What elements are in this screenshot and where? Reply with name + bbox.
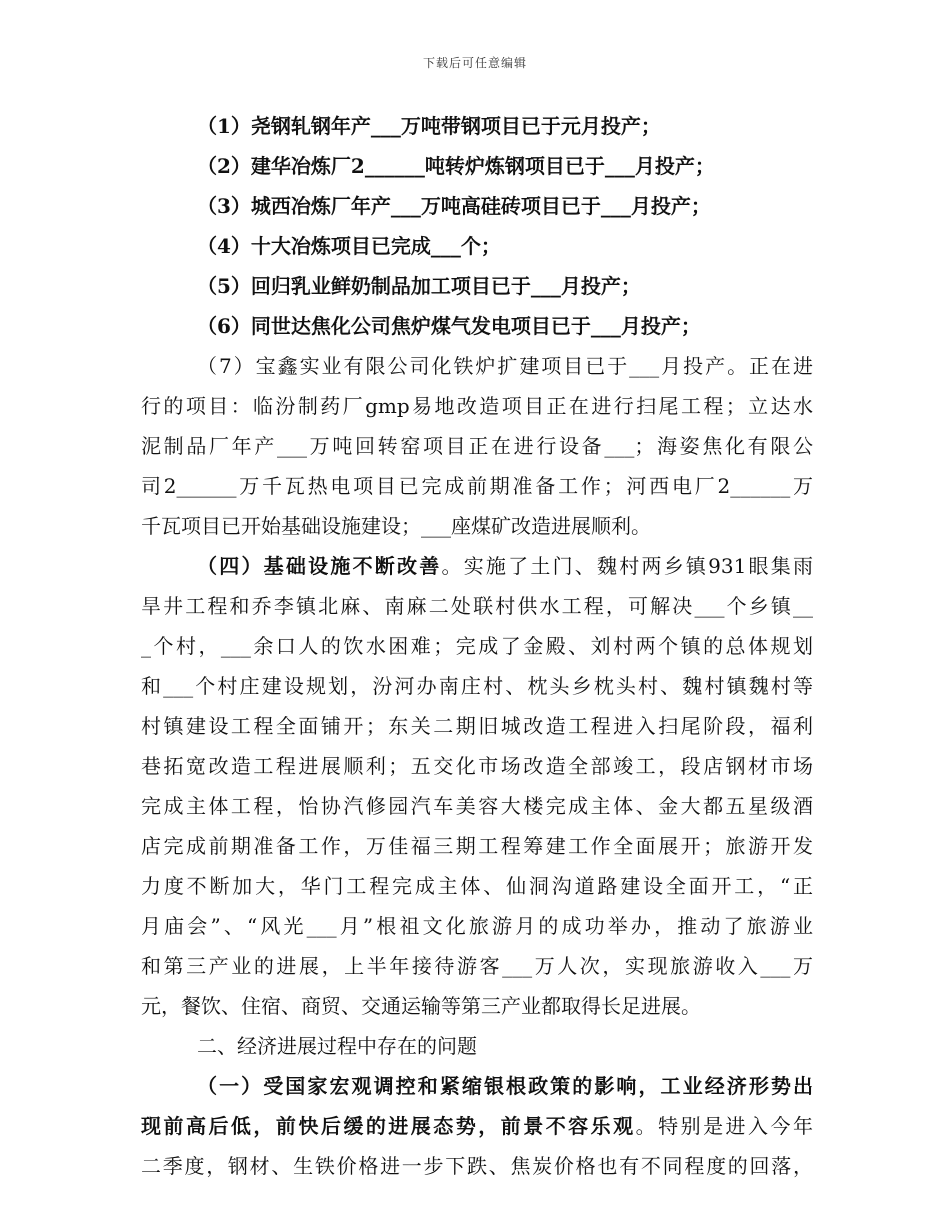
paragraph-7-line-2: 行的项目：临汾制药厂gmp易地改造项目正在进行扫尾工程；立达水 (141, 394, 813, 418)
paragraph-4-line-4: 和___个村庄建设规划，汾河办南庄村、枕头乡枕头村、魏村镇魏村等 (141, 674, 813, 698)
paragraph-4-line-8: 店完成前期准备工作，万佳福三期工程筹建工作全面展开；旅游开发 (141, 834, 813, 858)
paragraph-4-line-12: 元，餐饮、住宿、商贸、交通运输等第三产业都取得长足进展。 (141, 994, 701, 1018)
list-item-5: （5）回归乳业鲜奶制品加工项目已于___月投产； (197, 274, 641, 298)
paragraph-4-line-10: 月庙会”、“风光___月”根祖文化旅游月的成功举办，推动了旅游业 (141, 914, 813, 938)
paragraph-7-line-3: 泥制品厂年产___万吨回转窑项目正在进行设备___；海姿焦化有限公 (141, 434, 813, 458)
paragraph-4-line-1-text: 。实施了土门、魏村两乡镇931眼集雨 (441, 554, 813, 578)
paragraph-s1-line-3: 二季度，钢材、生铁价格进一步下跌、焦炭价格也有不同程度的回落， (141, 1154, 813, 1178)
paragraph-s1-line-2 (141, 1106, 813, 1146)
paragraph-4-line-3: _个村，___余口人的饮水困难；完成了金殿、刘村两个镇的总体规划 (141, 634, 813, 658)
paragraph-4-line-11: 和第三产业的进展，上半年接待游客___万人次，实现旅游收入___万 (141, 954, 813, 978)
paragraph-7-line-5: 千瓦项目已开始基础设施建设；___座煤矿改造进展顺利。 (141, 514, 651, 538)
page-header: 下载后可任意编辑 (422, 56, 527, 70)
paragraph-7-line-1: （7）宝鑫实业有限公司化铁炉扩建项目已于___月投产。正在进 (197, 354, 813, 378)
paragraph-s1-line-1: （一）受国家宏观调控和紧缩银根政策的影响，工业经济形势出 (197, 1074, 813, 1098)
paragraph-7-line-4: 司2______万千瓦热电项目已完成前期准备工作；河西电厂2______万 (141, 474, 813, 498)
paragraph-4-line-2: 旱井工程和乔李镇北麻、南麻二处联村供水工程，可解决___个乡镇__ (141, 594, 813, 618)
paragraph-4-heading: （四）基础设施不断改善 (197, 554, 442, 578)
paragraph-s1-heading: 现前高后低，前快后缓的进展态势，前景不容乐观 (141, 1114, 636, 1138)
paragraph-4-line-5: 村镇建设工程全面铺开；东关二期旧城改造工程进入扫尾阶段，福利 (141, 714, 813, 738)
paragraph-s1-line-2-text: 。特别是进入今年 (635, 1114, 813, 1138)
paragraph-4-line-9: 力度不断加大，华门工程完成主体、仙洞沟道路建设全面开工，“正 (141, 874, 813, 898)
list-item-6: （6）同世达焦化公司焦炉煤气发电项目已于___月投产； (197, 314, 701, 338)
paragraph-4-line-7: 完成主体工程，怡协汽修园汽车美容大楼完成主体、金大都五星级酒 (141, 794, 813, 818)
list-item-1: （1）尧钢轧钢年产___万吨带钢项目已于元月投产； (197, 114, 661, 138)
list-item-3: （3）城西冶炼厂年产___万吨高硅砖项目已于___月投产； (197, 194, 711, 218)
paragraph-4-line-6: 巷拓宽改造工程进展顺利；五交化市场改造全部竣工，段店钢材市场 (141, 754, 813, 778)
paragraph-4-line-1 (141, 546, 813, 586)
section-2-title: 二、经济进展过程中存在的问题 (197, 1034, 477, 1058)
list-item-4: （4）十大冶炼项目已完成___个； (197, 234, 501, 258)
document-body (141, 106, 813, 1186)
list-item-2: （2）建华冶炼厂2______吨转炉炼钢项目已于___月投产； (197, 154, 715, 178)
